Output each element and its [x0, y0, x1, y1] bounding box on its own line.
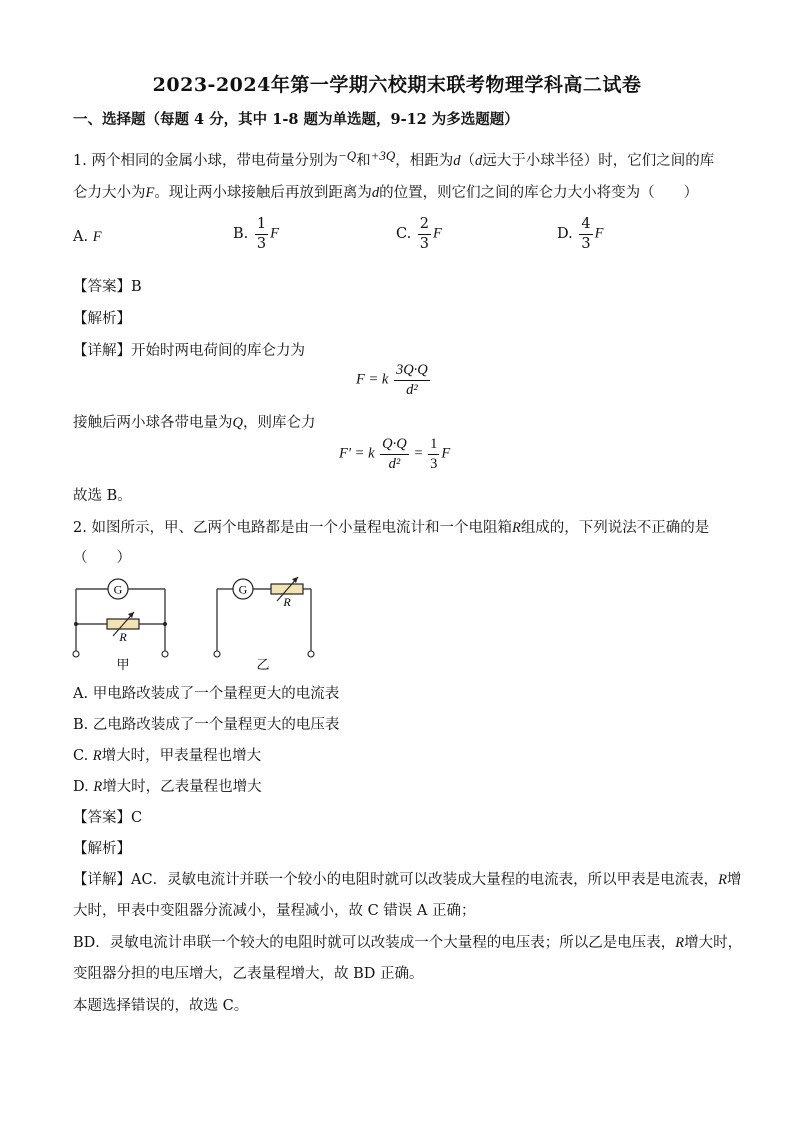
junction-dot	[74, 622, 78, 626]
galvanometer-label: G	[113, 582, 123, 597]
caption-yi: 乙	[256, 657, 270, 672]
q2-detail-line2: 大时，甲表中变阻器分流减小，量程减小，故 C 错误 A 正确；	[73, 903, 476, 919]
q2-analysis-tag: 【解析】	[73, 841, 131, 857]
q1-formula-initial: F = k $\frac{3Q\cdot Q}{\text{d²}}$	[356, 362, 428, 398]
page-title: 2023-2024年第一学期六校期末联考物理学科高二试卷	[152, 74, 642, 96]
junction-dot	[163, 622, 167, 626]
fraction: $\frac{1}{3}$	[256, 216, 267, 252]
circuit-diagrams	[66, 572, 326, 676]
charge-positive: +3Q	[370, 148, 396, 163]
q1-detail-line1: 【详解】开始时两电荷间的库仑力为	[73, 343, 305, 359]
fraction: $\frac{3Q\cdot Q}{\text{d²}}$	[395, 362, 428, 398]
charge-negative: −Q	[337, 148, 357, 163]
q2-answer: 【答案】C	[73, 810, 143, 826]
q2-option-b: B. 乙电路改装成了一个量程更大的电压表	[73, 717, 340, 733]
q1-option-d: D. $\frac{4}{3}$ F	[557, 216, 604, 252]
q1-stem-line1: 1. 两个相同的金属小球，带电荷量分别为−Q和+3Q，相距为d（d远大于小球半径）时，它们之间的库	[73, 148, 715, 169]
circuit-yi	[217, 589, 311, 652]
resistor-label: R	[283, 595, 291, 609]
fraction: $\frac{4}{3}$	[581, 216, 591, 252]
terminal-icon	[214, 651, 220, 657]
fraction: $\frac{Q\cdot Q}{\text{d²}}$	[382, 436, 407, 472]
q1-conclusion: 故选 B。	[73, 488, 132, 504]
q1-analysis-tag: 【解析】	[73, 311, 131, 327]
fraction: $\frac{2}{3}$	[419, 216, 430, 252]
q1-stem-line2: 仑力大小为F。现让两小球接触后再放到距离为d的位置，则它们之间的库仑力大小将变为（ ）	[73, 185, 699, 201]
q2-stem-line1: 2. 如图所示，甲、乙两个电路都是由一个小量程电流计和一个电阻箱R组成的，下列说法不正确的是	[73, 520, 710, 536]
q1-answer: 【答案】B	[73, 279, 142, 295]
galvanometer-label: G	[238, 582, 248, 597]
resistor-label: R	[119, 630, 127, 644]
q1-option-b: B. $\frac{1}{3}$ F	[233, 216, 279, 252]
q2-conclusion: 本题选择错误的，故选 C。	[73, 998, 249, 1014]
q1-formula-after: F′ = k $\frac{Q\cdot Q}{\text{d²}}$ = $\frac{1}{3}$ F	[339, 436, 451, 472]
q2-detail-line4: 变阻器分担的电压增大，乙表量程增大，故 BD 正确。	[73, 966, 424, 982]
q2-stem-line2: （ ）	[73, 550, 131, 566]
q2-option-d: D. R增大时，乙表量程也增大	[73, 779, 262, 795]
q2-detail-line3: BD．灵敏电流计串联一个较大的电阻时就可以改装成一个大量程的电压表；所以乙是电压表，R增大时，	[73, 935, 743, 951]
q2-option-c: C. R增大时，甲表量程也增大	[73, 748, 262, 764]
q2-option-a: A. 甲电路改装成了一个量程更大的电流表	[73, 686, 340, 702]
terminal-icon	[308, 651, 314, 657]
caption-jia: 甲	[116, 657, 130, 672]
q1-option-c: C. $\frac{2}{3}$ F	[396, 216, 442, 252]
terminal-icon	[73, 651, 79, 657]
terminal-icon	[162, 651, 168, 657]
section-heading: 一、选择题（每题 4 分，其中 1-8 题为单选题，9-12 为多选题题）	[73, 111, 519, 128]
q2-detail-line1: 【详解】AC．灵敏电流计并联一个较小的电阻时就可以改装成大量程的电流表，所以甲表是电流表，R增	[73, 872, 742, 888]
q1-option-a: A. F	[73, 229, 102, 245]
q1-detail-line2: 接触后两小球各带电量为Q，则库仑力	[73, 415, 316, 431]
fraction: $\frac{1}{3}$	[430, 436, 438, 472]
